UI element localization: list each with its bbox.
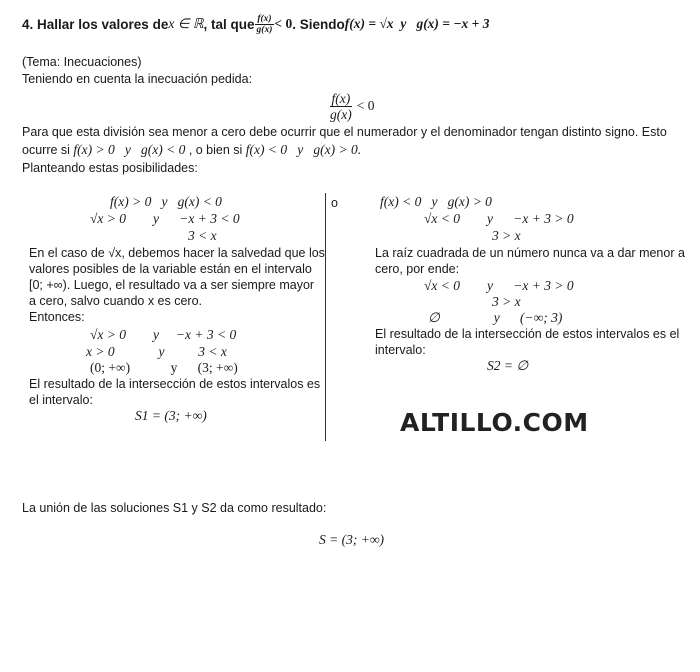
right-text-1: La raíz cuadrada de un número nunca va a dar menor a <box>375 246 685 260</box>
left-text-4: a cero, salvo cuando x es cero. <box>29 294 203 308</box>
right-math-3: ∅ y (−∞; 3) <box>428 310 563 325</box>
title-prefix: 4. Hallar los valores de <box>22 16 169 32</box>
left-text-6: El resultado de la intersección de estos intervalos es <box>29 377 321 391</box>
inequality-rel: < 0 <box>356 98 375 113</box>
tema-line: (Tema: Inecuaciones) <box>22 55 142 69</box>
title-f-def: f(x) = √x <box>344 16 394 31</box>
left-case-line-2: √x > 0 y −x + 3 < 0 <box>90 211 240 226</box>
paragraph-line-1: Para que esta división sea menor a cero debe ocurrir que el numerador y el denominador tengan distinto signo. Esto <box>22 125 667 139</box>
title-condition: x ∈ ℝ <box>168 16 204 31</box>
left-text-1: En el caso de √x, debemos hacer la salvedad que los <box>29 246 325 260</box>
title-y: y <box>393 16 417 31</box>
left-case-line-3: 3 < x <box>188 228 217 243</box>
left-text-2: valores posibles de la variable están en el intervalo <box>29 262 312 276</box>
union-text: La unión de las soluciones S1 y S2 da como resultado: <box>22 501 327 515</box>
right-solution-s2: S2 = ∅ <box>487 358 529 373</box>
right-case-line-3: 3 > x <box>492 228 521 243</box>
teniendo-line: Teniendo en cuenta la inecuación pedida: <box>22 72 253 86</box>
column-divider <box>325 193 326 441</box>
right-text-3: El resultado de la intersección de estos intervalos es el <box>375 327 680 341</box>
or-connector: o <box>331 196 338 210</box>
title-mid: , tal que <box>203 16 255 32</box>
final-solution: S = (3; +∞) <box>319 532 384 547</box>
p2-math-2: f(x) < 0 y g(x) > 0. <box>245 142 362 157</box>
p2-b: , o bien si <box>185 143 246 157</box>
inequality-den: g(x) <box>330 106 352 122</box>
right-case-line-2: √x < 0 y −x + 3 > 0 <box>424 211 574 226</box>
p2-math-1: f(x) > 0 y g(x) < 0 <box>73 142 186 157</box>
title-g-def: g(x) = −x + 3 <box>416 16 490 31</box>
right-case-line-1: f(x) < 0 y g(x) > 0 <box>380 194 492 209</box>
problem-title <box>22 9 490 39</box>
right-text-4: intervalo: <box>375 343 426 357</box>
title-siendo: . Siendo <box>292 16 345 32</box>
altillo-logo: ALTILLO.COM <box>400 408 589 437</box>
title-fraction <box>255 14 275 35</box>
p2-a: ocurre si <box>22 143 74 157</box>
inequality-num: f(x) <box>331 90 351 106</box>
left-text-7: el intervalo: <box>29 393 93 407</box>
title-fraction-num: f(x) <box>257 13 272 24</box>
left-text-3: [0; +∞). Luego, el resultado va a ser siempre mayor <box>29 278 315 292</box>
title-fraction-den: g(x) <box>256 24 273 35</box>
inequality-display <box>328 87 374 125</box>
left-math-3: (0; +∞) y (3; +∞) <box>90 360 238 375</box>
left-case-line-1: f(x) > 0 y g(x) < 0 <box>110 194 222 209</box>
left-solution-s1: S1 = (3; +∞) <box>135 408 207 423</box>
right-math-2: 3 > x <box>492 294 521 309</box>
left-math-1: √x > 0 y −x + 3 < 0 <box>90 327 237 342</box>
paragraph-line-3: Planteando estas posibilidades: <box>22 161 198 175</box>
left-math-2: x > 0 y 3 < x <box>86 344 227 359</box>
title-lt: < 0 <box>274 16 293 31</box>
right-math-1: √x < 0 y −x + 3 > 0 <box>424 278 574 293</box>
paragraph-line-2 <box>22 142 361 158</box>
right-text-2: cero, por ende: <box>375 262 460 276</box>
left-text-5: Entonces: <box>29 310 85 324</box>
inequality-fraction <box>328 91 354 122</box>
